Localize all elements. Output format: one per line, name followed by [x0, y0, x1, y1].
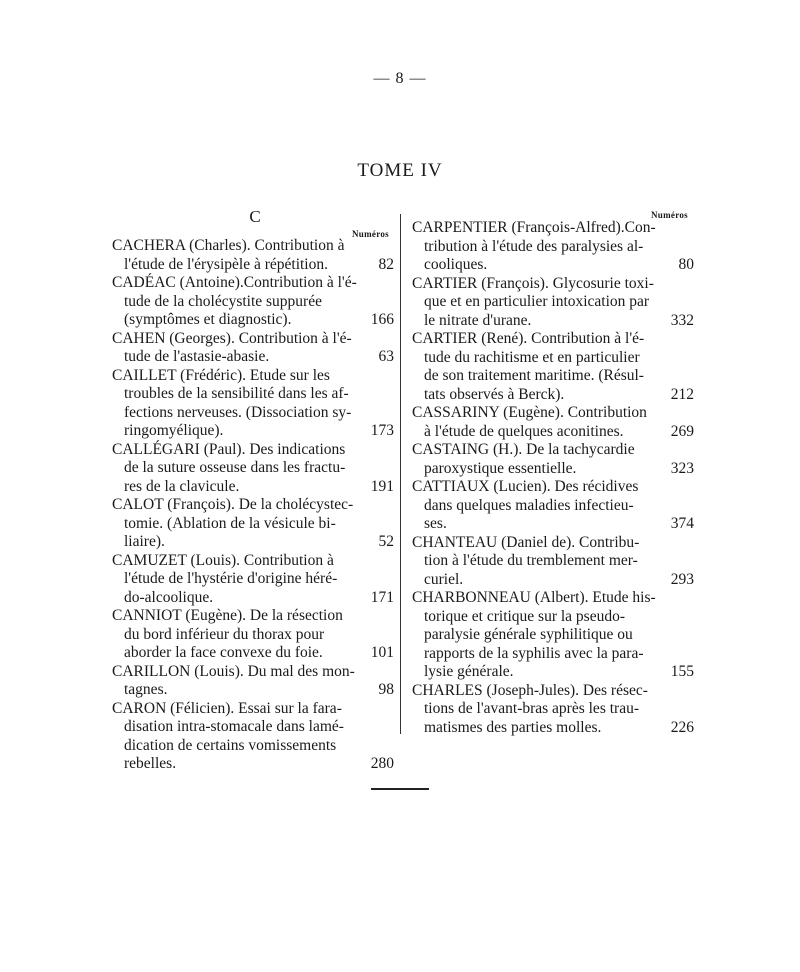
entry-title-line: tude du rachitisme et en particulier — [424, 348, 640, 366]
left-column — [112, 237, 392, 774]
entry-title-line: lysie générale. — [424, 663, 514, 680]
index-entry — [112, 441, 392, 497]
entry-number: 323 — [670, 459, 694, 477]
entry-number: 52 — [378, 533, 394, 550]
entry-title-line: dication de certains vomissements — [124, 736, 337, 754]
entry-author-line: CASTAING (H.). De la tachycardie — [412, 441, 635, 458]
entry-number: 374 — [670, 515, 694, 532]
entry-title-line: paroxystique essentielle. — [424, 459, 577, 477]
entry-title-line: disation intra-stomacale dans lamé- — [124, 718, 344, 735]
entry-title-line: liaire). — [124, 533, 165, 550]
entry-author-line: CARTIER (François). Glycosurie toxi- — [412, 274, 654, 292]
entry-title-line: tions de l'avant-bras après les trau- — [424, 700, 639, 717]
numeros-label-right: Numéros — [651, 210, 688, 220]
bottom-rule — [371, 788, 429, 790]
entry-title-line: l'étude de l'érysipèle à répétition. — [124, 255, 328, 273]
entry-number: 155 — [670, 663, 694, 680]
entry-author-line: CADÉAC (Antoine).Contribution à l'é- — [112, 274, 357, 291]
entry-title-line: aborder la face convexe du foie. — [124, 644, 323, 661]
index-entry — [412, 404, 692, 441]
column-divider — [400, 214, 401, 734]
entry-number: 173 — [370, 422, 394, 439]
entry-title-line: tude de l'astasie-abasie. — [124, 348, 270, 365]
entry-title-line: cooliques. — [424, 256, 488, 273]
entry-number: 191 — [370, 477, 394, 495]
entry-author-line: CARON (Félicien). Essai sur la fara- — [112, 699, 342, 717]
entry-number: 226 — [670, 718, 694, 736]
entry-number: 212 — [670, 385, 694, 403]
entry-author-line: CAMUZET (Louis). Contribution à — [112, 551, 334, 569]
index-entry — [112, 237, 392, 274]
entry-title-line: troubles de la sensibilité dans les af- — [124, 385, 349, 402]
entry-title-line: l'étude de l'hystérie d'origine héré- — [124, 570, 338, 587]
index-entry — [112, 330, 392, 367]
entry-number: 63 — [378, 348, 394, 365]
index-entry — [412, 275, 692, 331]
section-letter: C — [249, 207, 261, 226]
entry-title-line: ses. — [424, 515, 447, 532]
index-entry — [112, 607, 392, 663]
index-entry — [112, 274, 392, 330]
entry-title-line: tude de la cholécystite suppurée — [124, 292, 322, 310]
entry-author-line: CARPENTIER (François-Alfred).Con- — [412, 219, 656, 236]
numeros-label-left: Numéros — [352, 229, 389, 239]
entry-title-line: tomie. (Ablation de la vésicule bi- — [124, 514, 336, 532]
entry-number: 101 — [370, 644, 394, 661]
entry-title-line: tagnes. — [124, 681, 168, 698]
index-entry — [412, 589, 692, 682]
entry-number: 82 — [378, 255, 394, 273]
entry-title-line: de la suture osseuse dans les fractu- — [124, 459, 346, 476]
entry-title-line: tats observés à Berck). — [424, 385, 565, 403]
entry-author-line: CHARBONNEAU (Albert). Etude his- — [412, 589, 656, 606]
entry-author-line: CAHEN (Georges). Contribution à l'é- — [112, 329, 352, 347]
entry-title-line: de son traitement maritime. (Résul- — [424, 367, 644, 384]
entry-number: 80 — [678, 256, 694, 273]
entry-author-line: CARTIER (René). Contribution à l'é- — [412, 330, 645, 347]
entry-number: 280 — [370, 755, 394, 772]
entry-title-line: fections nerveuses. (Dissociation sy- — [124, 403, 352, 421]
entry-number: 269 — [670, 422, 694, 440]
index-entry — [412, 478, 692, 534]
entry-title-line: tion à l'étude du tremblement mer- — [424, 552, 638, 569]
entry-title-line: du bord inférieur du thorax pour — [124, 625, 325, 643]
index-entry — [112, 367, 392, 441]
entry-author-line: CHARLES (Joseph-Jules). Des résec- — [412, 681, 648, 699]
entry-number: 171 — [370, 588, 394, 606]
entry-author-line: CALLÉGARI (Paul). Des indications — [112, 440, 346, 458]
entry-author-line: CALOT (François). De la cholécystec- — [112, 496, 354, 513]
index-entry — [412, 441, 692, 478]
entry-title-line: rebelles. — [124, 755, 177, 772]
entry-number: 166 — [370, 311, 394, 328]
entry-title-line: paralysie générale syphilitique ou — [424, 626, 633, 643]
page-number: — 8 — — [373, 70, 427, 87]
entry-title-line: res de la clavicule. — [124, 477, 240, 495]
index-entry — [412, 534, 692, 590]
entry-author-line: CAILLET (Frédéric). Etude sur les — [112, 366, 330, 384]
entry-title-line: curiel. — [424, 570, 464, 588]
entry-author-line: CANNIOT (Eugène). De la résection — [112, 607, 343, 624]
entry-author-line: CATTIAUX (Lucien). Des récidives — [412, 478, 639, 495]
entry-title-line: tribution à l'étude des paralysies al- — [424, 237, 644, 255]
entry-title-line: que et en particulier intoxication par — [424, 293, 650, 310]
entry-number: 98 — [378, 681, 394, 698]
entry-title-line: do-alcoolique. — [124, 588, 214, 606]
index-entry — [112, 700, 392, 774]
index-entry — [412, 219, 692, 275]
index-entry — [112, 663, 392, 700]
entry-title-line: torique et critique sur la pseudo- — [424, 607, 626, 625]
index-entry — [112, 496, 392, 552]
entry-author-line: CHANTEAU (Daniel de). Contribu- — [412, 533, 640, 551]
entry-number: 293 — [670, 570, 694, 588]
entry-author-line: CACHERA (Charles). Contribution à — [112, 237, 345, 254]
entry-author-line: CARILLON (Louis). Du mal des mon- — [112, 662, 355, 680]
entry-author-line: CASSARINY (Eugène). Contribution — [412, 404, 647, 421]
entry-number: 332 — [670, 311, 694, 329]
entry-title-line: ringomyélique). — [124, 422, 224, 439]
entry-title-line: (symptômes et diagnostic). — [124, 311, 292, 328]
entry-title-line: matismes des parties molles. — [424, 718, 602, 736]
index-entry — [112, 552, 392, 608]
entry-title-line: à l'étude de quelques aconitines. — [424, 422, 624, 440]
index-entry — [412, 330, 692, 404]
right-column — [412, 219, 692, 737]
entry-title-line: rapports de la syphilis avec la para- — [424, 644, 644, 662]
index-entry — [412, 682, 692, 738]
tome-title: TOME IV — [357, 160, 443, 181]
entry-title-line: le nitrate d'urane. — [424, 311, 532, 329]
entry-title-line: dans quelques maladies infectieu- — [424, 496, 634, 514]
